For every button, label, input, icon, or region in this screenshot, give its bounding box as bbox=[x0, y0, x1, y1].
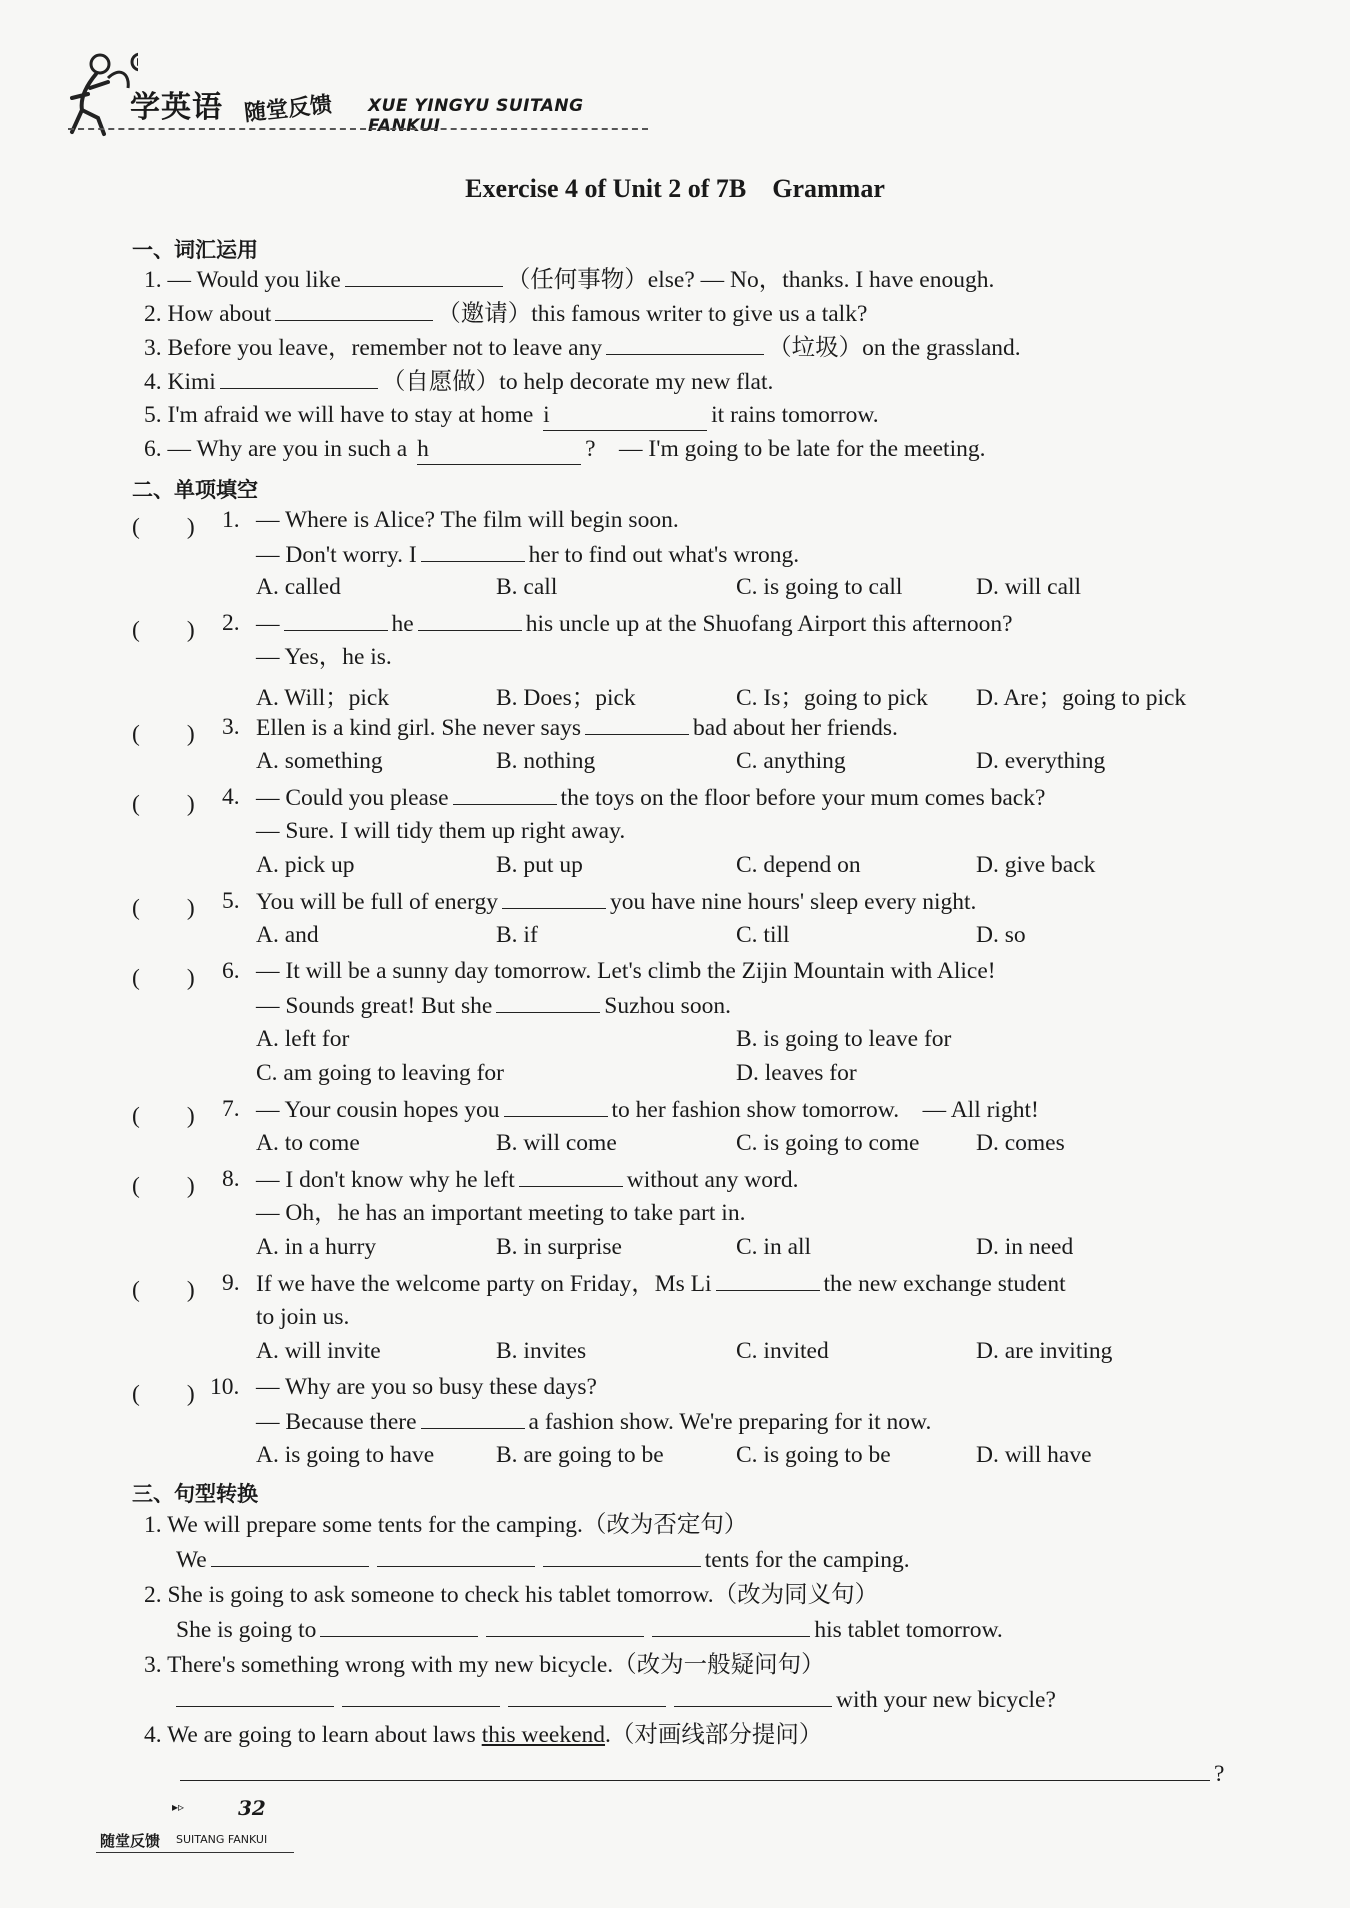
mc-text: you have nine hours' sleep every night. bbox=[609, 889, 977, 915]
option-c[interactable]: C. is going to be bbox=[736, 1442, 891, 1468]
transform-question bbox=[144, 1720, 822, 1750]
mc-question-line bbox=[256, 990, 731, 1021]
option-b[interactable]: B. if bbox=[496, 922, 538, 948]
option-a[interactable]: A. is going to have bbox=[256, 1442, 435, 1468]
answer-blank[interactable] bbox=[320, 1614, 478, 1637]
answer-text: We bbox=[176, 1547, 207, 1573]
mc-text: — Don't worry. I bbox=[256, 542, 417, 568]
mc-text: bad about her friends. bbox=[693, 715, 898, 741]
mc-question-line bbox=[256, 886, 976, 917]
mc-question-line: — Why are you so busy these days? bbox=[256, 1374, 597, 1400]
mc-question-line bbox=[256, 1164, 798, 1195]
mc-text: — Sounds great! But she bbox=[256, 993, 493, 1019]
option-b[interactable]: B. Does；pick bbox=[496, 685, 636, 711]
transform-answer bbox=[176, 1758, 1224, 1789]
answer-blank[interactable] bbox=[543, 1544, 701, 1567]
option-b[interactable]: B. invites bbox=[496, 1338, 587, 1364]
hint-letter: i bbox=[543, 402, 550, 428]
header bbox=[68, 48, 648, 140]
answer-text: tents for the camping. bbox=[704, 1547, 910, 1573]
option-c[interactable]: C. am going to leaving for bbox=[256, 1060, 505, 1086]
transform-question: 1. We will prepare some tents for the camping.（改为否定句） bbox=[144, 1512, 748, 1538]
mc-question-line bbox=[256, 539, 799, 570]
answer-blank[interactable] bbox=[421, 539, 525, 562]
answer-paren[interactable]: ( ) bbox=[132, 617, 195, 643]
footer-brand: 随堂反馈 bbox=[100, 1832, 161, 1850]
option-d[interactable]: D. are inviting bbox=[976, 1338, 1113, 1364]
option-c[interactable]: C. till bbox=[736, 922, 790, 948]
vocab-text: 6. — Why are you in such a bbox=[144, 436, 408, 462]
answer-paren[interactable]: ( ) bbox=[132, 1277, 195, 1303]
section-heading-transform: 三、句型转换 bbox=[132, 1482, 258, 1506]
page-arrow-icon: ▸▹ bbox=[172, 1800, 185, 1814]
mc-text: — I don't know why he left bbox=[256, 1167, 515, 1193]
answer-blank[interactable] bbox=[421, 1406, 525, 1429]
page-number: 32 bbox=[238, 1796, 266, 1820]
mc-question-number: 5. bbox=[222, 888, 240, 914]
option-b[interactable]: B. will come bbox=[496, 1130, 617, 1156]
vocab-item bbox=[144, 366, 773, 397]
option-b[interactable]: B. are going to be bbox=[496, 1442, 664, 1468]
vocab-item bbox=[144, 332, 1021, 363]
footer-divider bbox=[96, 1852, 294, 1853]
answer-paren[interactable]: ( ) bbox=[132, 514, 195, 540]
option-b[interactable]: B. call bbox=[496, 574, 558, 600]
mc-question-line bbox=[256, 1268, 1066, 1299]
underlined-phrase: this weekend bbox=[481, 1722, 606, 1748]
option-b[interactable]: B. nothing bbox=[496, 748, 596, 774]
mc-question-line bbox=[256, 712, 898, 743]
answer-blank[interactable] bbox=[606, 332, 764, 355]
option-d[interactable]: D. everything bbox=[976, 748, 1106, 774]
vocab-text: ? — I'm going to be late for the meeting. bbox=[585, 436, 986, 462]
mc-text: a fashion show. We're preparing for it now. bbox=[528, 1409, 932, 1435]
vocab-text: 5. I'm afraid we will have to stay at home bbox=[144, 402, 534, 428]
answer-blank[interactable] bbox=[417, 434, 581, 465]
mc-text: You will be full of energy bbox=[256, 889, 498, 915]
page-title: Exercise 4 of Unit 2 of 7B Grammar bbox=[465, 174, 885, 203]
answer-blank[interactable] bbox=[585, 712, 689, 735]
mc-question-number: 4. bbox=[222, 784, 240, 810]
header-divider bbox=[68, 128, 648, 130]
answer-text: She is going to bbox=[176, 1617, 317, 1643]
mc-question-number: 1. bbox=[222, 507, 240, 533]
option-d[interactable]: D. leaves for bbox=[736, 1060, 857, 1086]
vocab-item bbox=[144, 264, 994, 295]
option-c[interactable]: C. depend on bbox=[736, 852, 861, 878]
vocab-item bbox=[144, 298, 867, 329]
mc-text: — Could you please bbox=[256, 785, 449, 811]
option-a[interactable]: A. pick up bbox=[256, 852, 355, 878]
mc-text: — Your cousin hopes you bbox=[256, 1097, 500, 1123]
mc-question-number: 8. bbox=[222, 1166, 240, 1192]
mc-text: her to find out what's wrong. bbox=[528, 542, 800, 568]
mc-text: the toys on the floor before your mum comes back? bbox=[560, 785, 1046, 811]
mc-question-number: 7. bbox=[222, 1096, 240, 1122]
option-c[interactable]: C. is going to come bbox=[736, 1130, 920, 1156]
answer-blank[interactable] bbox=[176, 1684, 334, 1707]
footer-brand-en: SUITANG FANKUI bbox=[176, 1833, 268, 1846]
mc-text: he bbox=[391, 611, 414, 637]
answer-paren[interactable]: ( ) bbox=[132, 721, 195, 747]
mc-text: his uncle up at the Shuofang Airport this afternoon? bbox=[525, 611, 1013, 637]
mc-text: — bbox=[256, 611, 280, 637]
answer-paren[interactable]: ( ) bbox=[132, 1173, 195, 1199]
answer-paren[interactable]: ( ) bbox=[132, 791, 195, 817]
transform-question: 3. There's something wrong with my new bicycle.（改为一般疑问句） bbox=[144, 1652, 825, 1678]
vocab-text: （垃圾）on the grassland. bbox=[768, 335, 1021, 361]
answer-blank[interactable] bbox=[284, 608, 388, 631]
vocab-item bbox=[144, 434, 985, 465]
vocab-text: 1. — Would you like bbox=[144, 267, 341, 293]
option-a[interactable]: A. and bbox=[256, 922, 319, 948]
answer-blank[interactable] bbox=[674, 1684, 832, 1707]
answer-blank[interactable] bbox=[486, 1614, 644, 1637]
mc-question-line: to join us. bbox=[256, 1304, 350, 1330]
runner-logo-icon bbox=[68, 48, 138, 140]
option-c[interactable]: C. anything bbox=[736, 748, 846, 774]
option-a[interactable]: A. in a hurry bbox=[256, 1234, 377, 1260]
answer-paren[interactable]: ( ) bbox=[132, 1103, 195, 1129]
answer-blank[interactable] bbox=[543, 400, 707, 431]
option-a[interactable]: A. will invite bbox=[256, 1338, 381, 1364]
option-c[interactable]: C. is going to call bbox=[736, 574, 903, 600]
transform-answer bbox=[172, 1684, 1056, 1715]
option-c[interactable]: C. Is；going to pick bbox=[736, 685, 928, 711]
answer-blank[interactable] bbox=[453, 782, 557, 805]
mc-text: the new exchange student bbox=[823, 1271, 1066, 1297]
mc-question-line bbox=[256, 782, 1045, 813]
answer-blank[interactable] bbox=[377, 1544, 535, 1567]
answer-blank[interactable] bbox=[504, 1094, 608, 1117]
transform-answer bbox=[176, 1544, 910, 1575]
answer-blank[interactable] bbox=[211, 1544, 369, 1567]
mc-text: Suzhou soon. bbox=[604, 993, 731, 1019]
mc-text: to her fashion show tomorrow. — All right! bbox=[611, 1097, 1039, 1123]
option-a[interactable]: A. left for bbox=[256, 1026, 350, 1052]
vocab-text: 3. Before you leave，remember not to leave any bbox=[144, 335, 603, 361]
answer-blank[interactable] bbox=[275, 298, 433, 321]
mc-text: Ellen is a kind girl. She never says bbox=[256, 715, 582, 741]
vocab-text: （邀请）this famous writer to give us a talk? bbox=[437, 301, 868, 327]
option-a[interactable]: A. to come bbox=[256, 1130, 360, 1156]
option-b[interactable]: B. is going to leave for bbox=[736, 1026, 952, 1052]
option-d[interactable]: D. comes bbox=[976, 1130, 1065, 1156]
question-text: .（对画线部分提问） bbox=[605, 1722, 823, 1748]
option-c[interactable]: C. invited bbox=[736, 1338, 829, 1364]
mc-question-line: — It will be a sunny day tomorrow. Let's climb the Zijin Mountain with Alice! bbox=[256, 958, 996, 984]
vocab-item bbox=[144, 400, 879, 431]
answer-paren[interactable]: ( ) bbox=[132, 965, 195, 991]
vocab-text: （自愿做）to help decorate my new flat. bbox=[381, 369, 774, 395]
mc-question-number: 3. bbox=[222, 714, 240, 740]
answer-text: ? bbox=[1214, 1761, 1225, 1787]
option-b[interactable]: B. put up bbox=[496, 852, 583, 878]
mc-question-number: 2. bbox=[222, 610, 240, 636]
option-d[interactable]: D. give back bbox=[976, 852, 1096, 878]
logo-subtitle: 随堂反馈 bbox=[243, 92, 334, 127]
answer-blank[interactable] bbox=[502, 886, 606, 909]
vocab-text: （任何事物）else? — No，thanks. I have enough. bbox=[506, 267, 995, 293]
mc-text: — Because there bbox=[256, 1409, 417, 1435]
option-a[interactable]: A. called bbox=[256, 574, 341, 600]
question-text: 4. We are going to learn about laws bbox=[144, 1722, 476, 1748]
answer-blank[interactable] bbox=[716, 1268, 820, 1291]
mc-question-line bbox=[256, 1406, 931, 1437]
answer-blank[interactable] bbox=[345, 264, 503, 287]
mc-question-number: 9. bbox=[222, 1270, 240, 1296]
mc-question-line: — Oh，he has an important meeting to take part in. bbox=[256, 1200, 746, 1226]
mc-text: without any word. bbox=[626, 1167, 799, 1193]
mc-question-line: — Sure. I will tidy them up right away. bbox=[256, 818, 626, 844]
answer-blank[interactable] bbox=[519, 1164, 623, 1187]
option-d[interactable]: D. in need bbox=[976, 1234, 1074, 1260]
option-d[interactable]: D. Are；going to pick bbox=[976, 685, 1187, 711]
answer-blank[interactable] bbox=[220, 366, 378, 389]
option-a[interactable]: A. Will；pick bbox=[256, 685, 390, 711]
mc-question-number: 6. bbox=[222, 958, 240, 984]
mc-question-line: — Yes，he is. bbox=[256, 644, 392, 670]
answer-blank[interactable] bbox=[180, 1758, 1210, 1781]
answer-blank[interactable] bbox=[496, 990, 600, 1013]
mc-question-number: 10. bbox=[210, 1374, 240, 1400]
vocab-text: it rains tomorrow. bbox=[711, 402, 879, 428]
logo-title: 学英语 bbox=[130, 90, 223, 125]
vocab-text: 2. How about bbox=[144, 301, 272, 327]
option-d[interactable]: D. so bbox=[976, 922, 1026, 948]
answer-text: his tablet tomorrow. bbox=[814, 1617, 1003, 1643]
section-heading-mc: 二、单项填空 bbox=[132, 478, 258, 502]
option-d[interactable]: D. will call bbox=[976, 574, 1082, 600]
option-d[interactable]: D. will have bbox=[976, 1442, 1092, 1468]
answer-paren[interactable]: ( ) bbox=[132, 1381, 195, 1407]
logo-english: XUE YINGYU SUITANG FANKUI bbox=[368, 96, 584, 136]
option-a[interactable]: A. something bbox=[256, 748, 383, 774]
answer-blank[interactable] bbox=[508, 1684, 666, 1707]
hint-letter: h bbox=[417, 436, 429, 462]
option-c[interactable]: C. in all bbox=[736, 1234, 812, 1260]
answer-text: with your new bicycle? bbox=[836, 1687, 1056, 1713]
answer-paren[interactable]: ( ) bbox=[132, 895, 195, 921]
mc-question-line bbox=[256, 1094, 1039, 1125]
mc-question-line: — Where is Alice? The film will begin soon. bbox=[256, 507, 679, 533]
answer-blank[interactable] bbox=[342, 1684, 500, 1707]
answer-blank[interactable] bbox=[418, 608, 522, 631]
mc-question-line bbox=[256, 608, 1013, 639]
answer-blank[interactable] bbox=[652, 1614, 810, 1637]
option-b[interactable]: B. in surprise bbox=[496, 1234, 622, 1260]
section-heading-vocab: 一、词汇运用 bbox=[132, 238, 258, 262]
transform-answer bbox=[176, 1614, 1003, 1645]
mc-text: If we have the welcome party on Friday，Ms Li bbox=[256, 1271, 712, 1297]
vocab-text: 4. Kimi bbox=[144, 369, 216, 395]
transform-question: 2. She is going to ask someone to check his tablet tomorrow.（改为同义句） bbox=[144, 1582, 879, 1608]
